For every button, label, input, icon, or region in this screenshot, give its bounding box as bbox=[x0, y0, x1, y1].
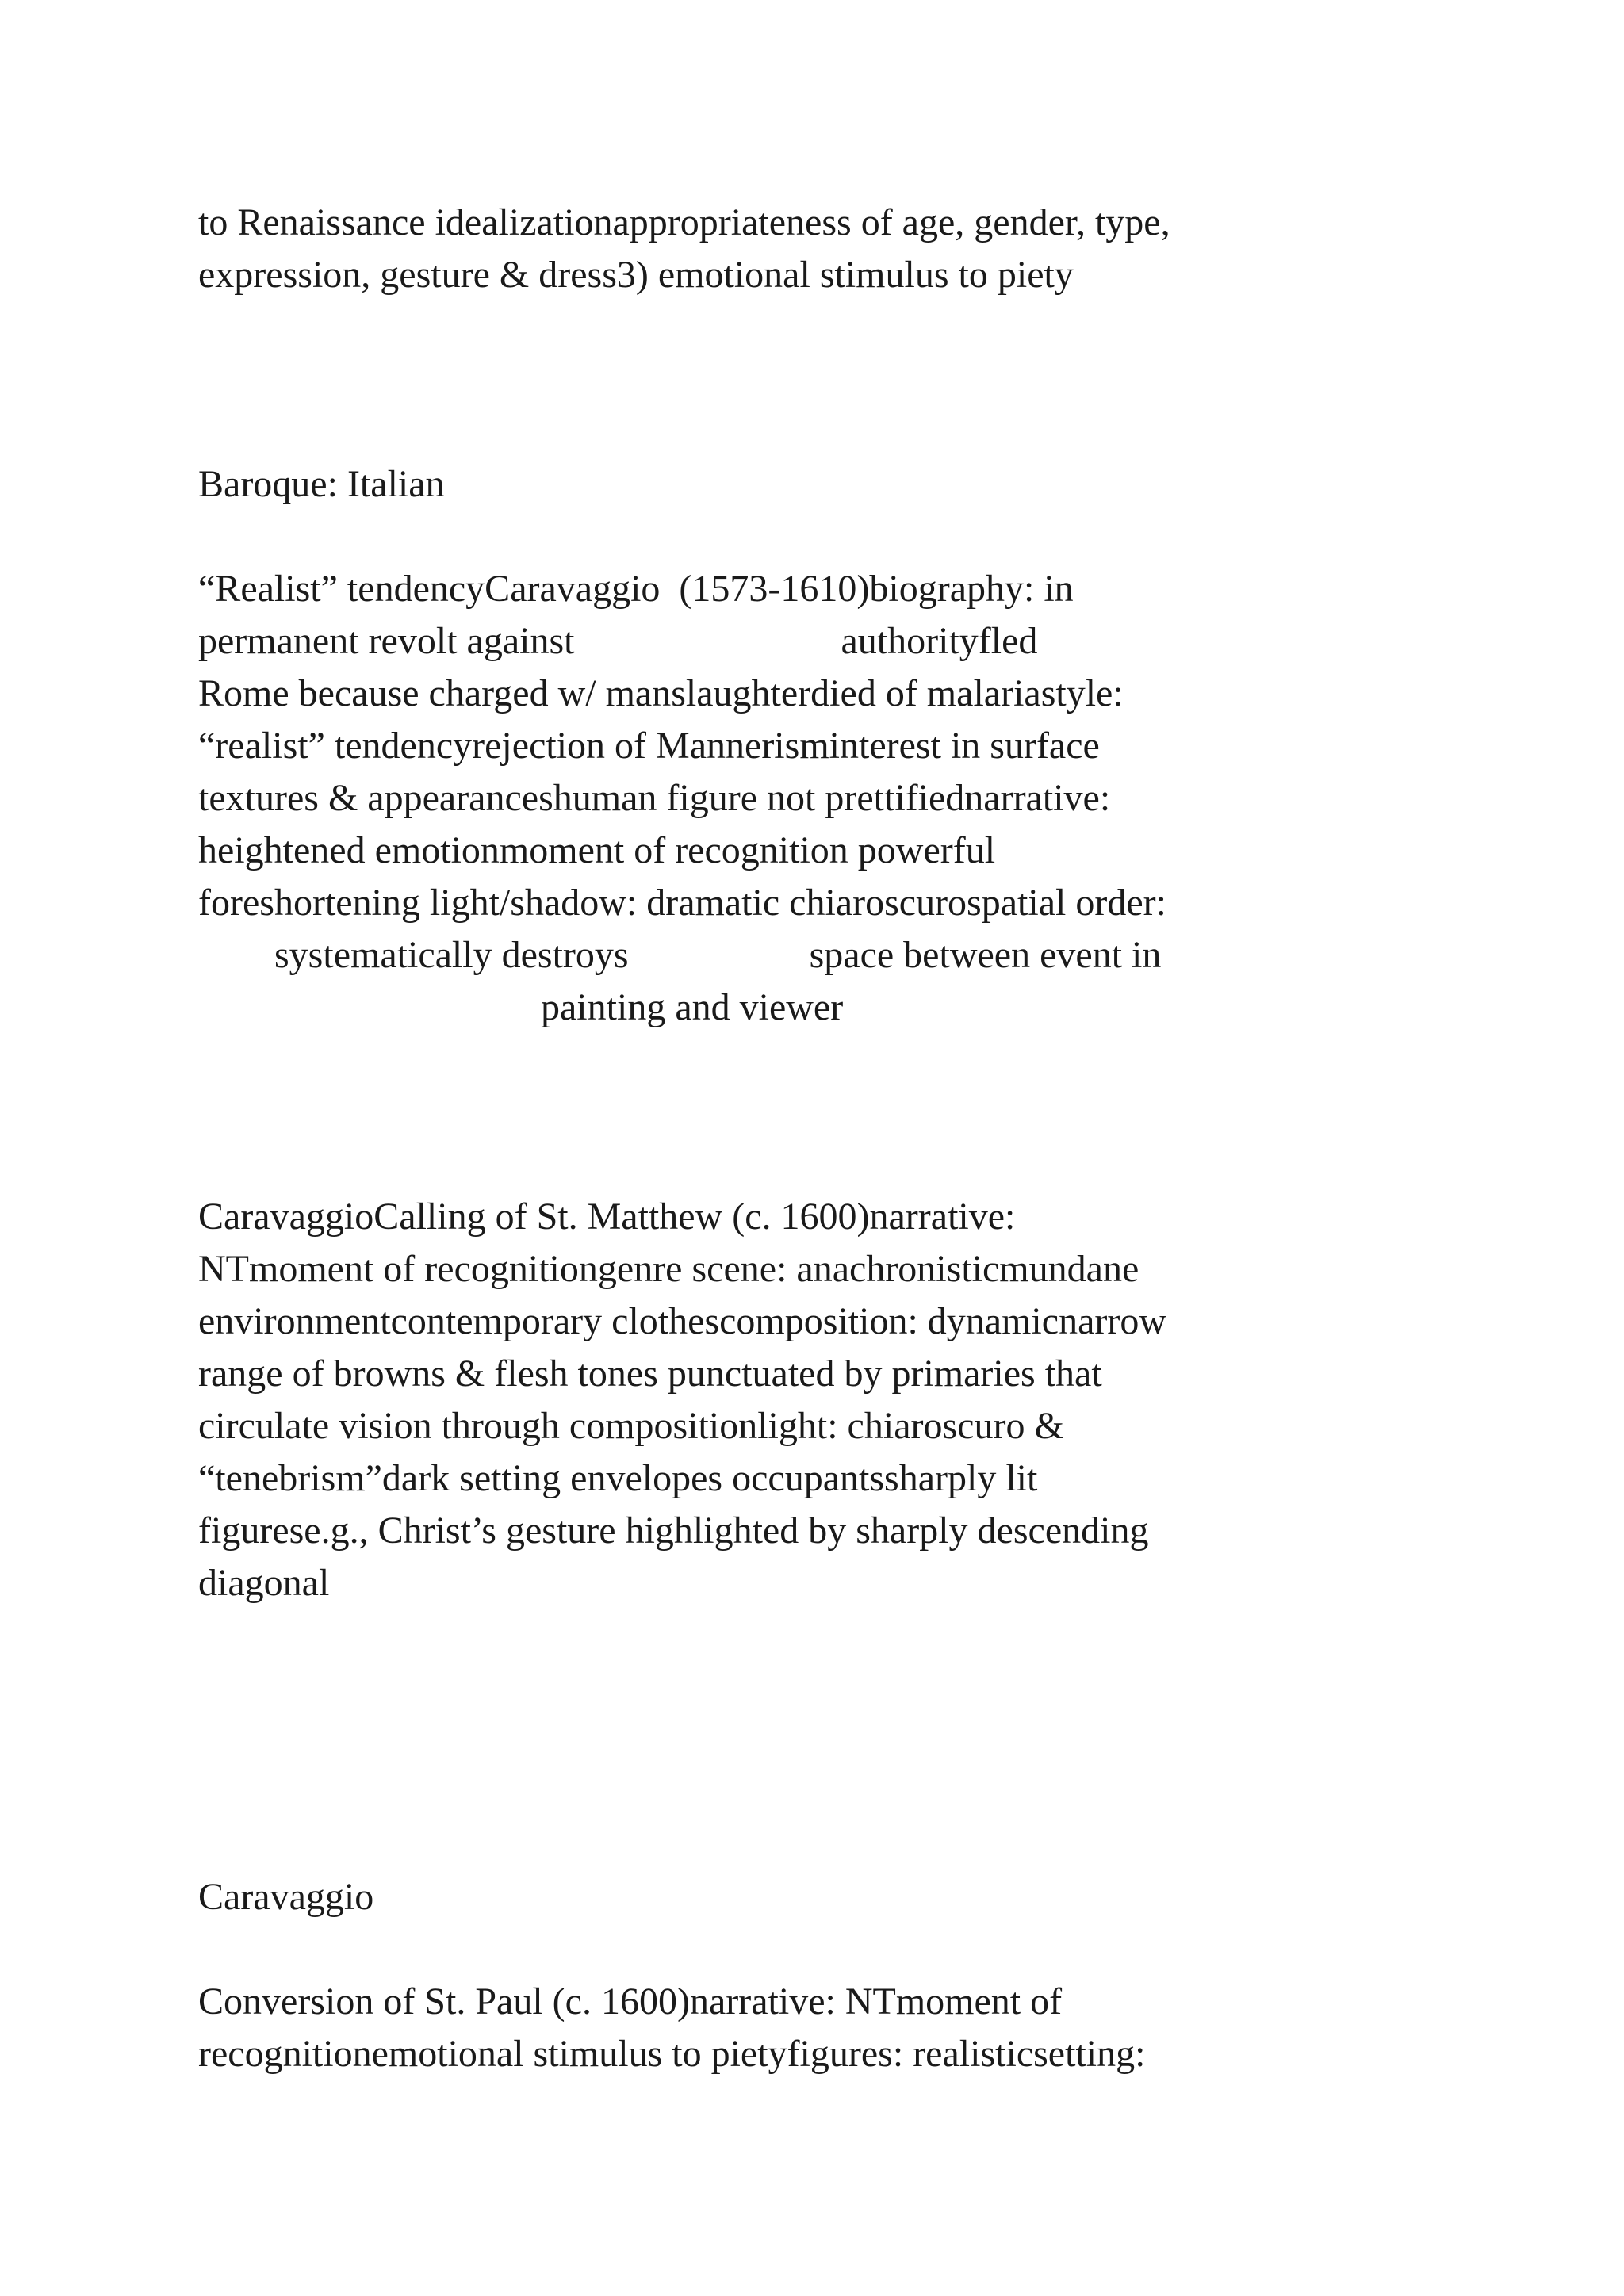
text-line: “tenebrism”dark setting envelopes occupantssharply lit bbox=[198, 1457, 1038, 1499]
text-line: “realist” tendencyrejection of Mannerisminterest in surface bbox=[198, 725, 1100, 767]
text-line: to Renaissance idealizationappropriateness of age, gender, type, bbox=[198, 201, 1170, 243]
text-line: diagonal bbox=[198, 1562, 330, 1604]
text-line: Rome because charged w/ manslaughterdied of malariastyle: bbox=[198, 672, 1124, 714]
text-line: painting and viewer bbox=[198, 986, 844, 1028]
text-line: NTmoment of recognitiongenre scene: anachronisticmundane bbox=[198, 1248, 1139, 1290]
text-line: recognitionemotional stimulus to pietyfigures: realisticsetting: bbox=[198, 2033, 1146, 2075]
text-line: Conversion of St. Paul (c. 1600)narrative: NTmoment of bbox=[198, 1980, 1063, 2022]
section-heading: Caravaggio bbox=[198, 1876, 374, 1918]
text-line: heightened emotionmoment of recognition powerful bbox=[198, 829, 996, 871]
text-line: range of browns & flesh tones punctuated by primaries that bbox=[198, 1353, 1102, 1395]
text-line: “Realist” tendencyCaravaggio (1573-1610)biography: in bbox=[198, 568, 1074, 610]
text-line: textures & appearanceshuman figure not prettifiednarrative: bbox=[198, 777, 1111, 819]
text-line: permanent revolt against authorityfled bbox=[198, 620, 1038, 662]
text-line: figurese.g., Christ’s gesture highlighted by sharply descending bbox=[198, 1510, 1149, 1552]
text-line: expression, gesture & dress3) emotional stimulus to piety bbox=[198, 254, 1074, 296]
text-line: CaravaggioCalling of St. Matthew (c. 1600)narrative: bbox=[198, 1196, 1016, 1238]
text-line: environmentcontemporary clothescomposition: dynamicnarrow bbox=[198, 1300, 1166, 1342]
text-line: systematically destroys space between event in bbox=[198, 934, 1162, 976]
text-line: circulate vision through compositionlight: chiaroscuro & bbox=[198, 1405, 1064, 1447]
section-heading: Baroque: Italian bbox=[198, 463, 445, 505]
text-line: foreshortening light/shadow: dramatic chiaroscurospatial order: bbox=[198, 882, 1166, 924]
